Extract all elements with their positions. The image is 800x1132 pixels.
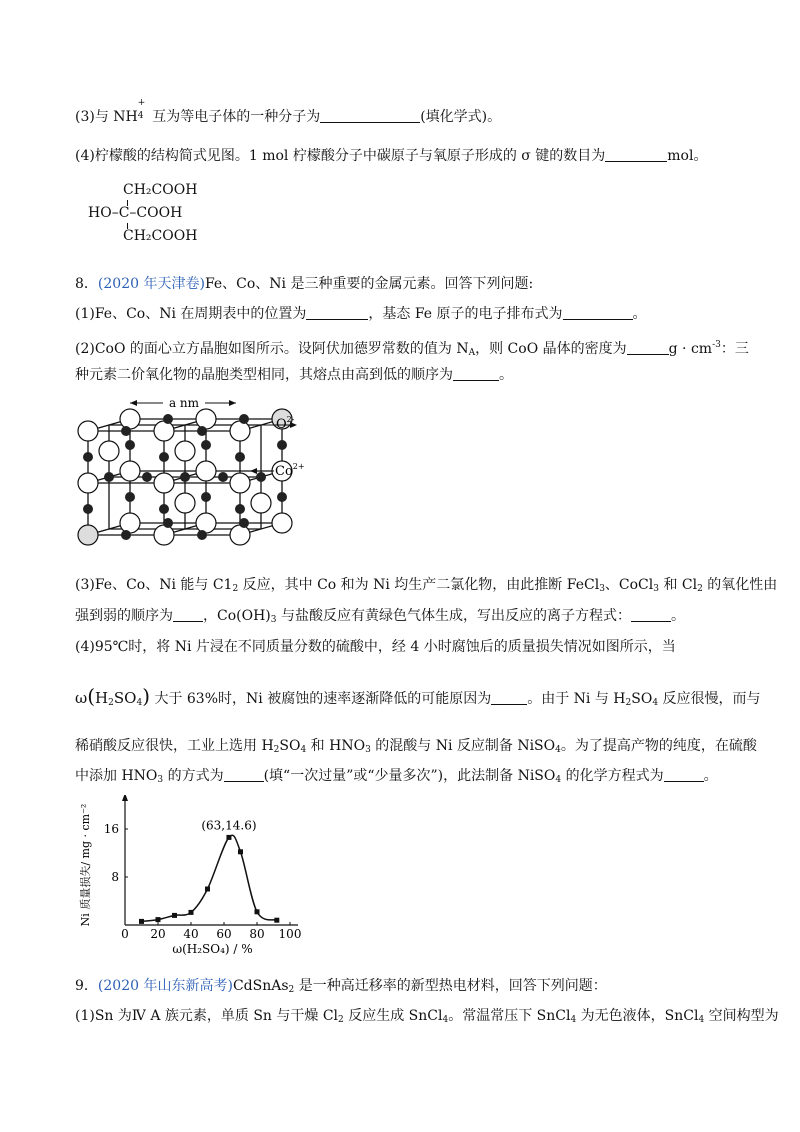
q8-part4-line3 (75, 736, 757, 760)
q8-p2e: 种元素二价氧化物的晶胞类型相同，其熔点由高到低的顺序为 (75, 367, 453, 383)
q8-intro: Fe、Co、Ni 是三种重要的金属元素。回答下列问题: (204, 276, 534, 292)
q8-p3c: 、CoCl (604, 577, 654, 593)
o-label-sup: 2- (286, 415, 295, 424)
structure-row-3: CH₂COOH (123, 228, 198, 244)
dimension-arrow-left (130, 400, 137, 406)
q8-p4m: (填“一次过量”或“少量多次”)，此法制备 NiSO (263, 768, 556, 784)
q8-p4g: SO (279, 738, 301, 754)
q8-p2-blank2[interactable] (453, 366, 499, 381)
q8-p4f-sub: 2 (273, 745, 280, 755)
q8-p4k: 中添加 HNO (75, 768, 158, 784)
q9-part1 (75, 1006, 779, 1030)
nh4-charge (137, 98, 148, 129)
q8-p4i-sub: 4 (555, 745, 561, 755)
q8-part3-line1 (75, 575, 777, 599)
q4-tail: mol。 (667, 148, 708, 164)
q8-heading (75, 274, 533, 294)
q8-p1b: ，基态 Fe 原子的电子排布式为 (368, 306, 563, 322)
y-tick-label: 8 (111, 870, 119, 884)
y-axis-label: Ni 质量损失/ mg · cm⁻² (79, 803, 92, 927)
q8-p4i: 的混酸与 Ni 反应制备 NiSO (370, 738, 556, 754)
co-ion-label (275, 462, 305, 479)
q8-p3d: 和 Cl (659, 577, 698, 593)
q8-p4f: 稀硝酸反应很快，工业上选用 H (75, 738, 274, 754)
q8-part4-line1 (75, 637, 676, 657)
o-label-text: O (276, 417, 287, 432)
q9-p1a: (1)Sn 为Ⅳ A 族元素，单质 Sn 与干燥 Cl (75, 1008, 339, 1024)
q8-p4j: 。为了提高产物的纯度，在硫酸 (560, 738, 757, 754)
q8-p4l: 的方式为 (163, 768, 224, 784)
q8-p3f: 强到弱的顺序为 (75, 608, 173, 624)
omega-so: SO (113, 689, 137, 707)
q8-p4-blank1[interactable] (491, 690, 527, 705)
dimension-arrow-right (229, 400, 236, 406)
q4-blank[interactable] (605, 147, 667, 162)
q8-p1-blank1[interactable] (306, 305, 368, 320)
data-point (156, 917, 161, 922)
x-axis-label: ω(H₂SO₄) / % (172, 942, 253, 956)
q8-p3g-sub: 3 (270, 615, 277, 625)
data-point (226, 835, 231, 840)
lattice-length-label: a nm (168, 396, 200, 410)
coo-unit-cell-diagram (70, 395, 310, 560)
omega-h2so4: $\omega(H_2SO_4)$ (75, 684, 150, 708)
data-point (189, 910, 194, 915)
q9-heading (75, 976, 607, 1000)
data-point (238, 849, 243, 854)
q8-p4-blank3[interactable] (664, 767, 704, 782)
q8-p3-blank2[interactable] (631, 607, 671, 622)
structure-ho: HO (88, 205, 112, 221)
co-pointer-arrow (250, 468, 257, 474)
q3-text-b: 互为等电子体的一种分子为 (152, 109, 321, 125)
q9-p1e: 空间构型为 (704, 1008, 779, 1024)
co-label-text: Co (275, 464, 293, 479)
structure-c: C (118, 205, 130, 221)
nh4-plus: + (137, 98, 146, 108)
q3-blank[interactable] (320, 108, 420, 123)
q8-part1 (75, 304, 647, 324)
omega-sub1: 2 (108, 698, 114, 708)
structure-cooh: COOH (136, 205, 183, 221)
citric-acid-structure (88, 182, 208, 252)
q8-part2-line2 (75, 365, 513, 385)
data-point (139, 919, 144, 924)
q8-p4b: 大于 63%时，Ni 被腐蚀的速率逐渐降低的可能原因为 (154, 691, 492, 707)
q8-p2b: ，则 CoO 晶体的密度为 (475, 341, 627, 357)
x-tick-label: 100 (278, 927, 302, 941)
q9-p1c: 。常温常压下 SnCl (448, 1008, 571, 1024)
q8-p3e: 的氧化性由 (702, 577, 778, 593)
omega-sub2: 4 (136, 698, 143, 708)
q8-p3h: 与盐酸反应有黄绿色气体生成，写出反应的离子方程式： (276, 608, 631, 624)
q8-p3i: 。 (670, 608, 685, 624)
chart-labels (78, 804, 301, 956)
q9-p1d-sub: 4 (698, 1015, 705, 1025)
q8-p3b-sub: 3 (599, 584, 605, 594)
x-tick-label: 80 (249, 927, 265, 941)
omega-symbol: ω (75, 689, 88, 707)
q9-intro-sub: 2 (288, 985, 295, 995)
q9-p1b: 反应生成 SnCl (343, 1008, 443, 1024)
q8-p4a: (4)95℃时，将 Ni 片浸在不同质量分数的硫酸中，经 4 小时腐蚀后的质量损失情况如图所示，当 (75, 639, 676, 655)
data-point (274, 918, 279, 923)
q4-text: (4)柠檬酸的结构简式见图。1 mol 柠檬酸分子中碳原子与氧原子形成的 σ 键的数目为 (75, 148, 606, 164)
q8-p1-blank2[interactable] (563, 305, 633, 320)
q8-p3-blank1[interactable] (173, 607, 203, 622)
q8-p4d: SO (631, 691, 653, 707)
q8-p4c: 。由于 Ni 与 H (527, 691, 626, 707)
q8-p3c-sub: 3 (653, 584, 659, 594)
q8-p2d: ：三 (720, 341, 749, 357)
q8-p4h-sub: 3 (365, 745, 371, 755)
nh4-sub: 4 (137, 111, 144, 121)
x-tick-label: 20 (150, 927, 166, 941)
x-tick-label: 0 (121, 927, 129, 941)
q8-p4c-sub: 2 (625, 698, 632, 708)
q8-p2c: g · cm (668, 341, 713, 357)
q9-source[interactable]: (2020 年山东新高考) (97, 978, 233, 994)
co-label-sup: 2+ (292, 462, 305, 471)
q8-p4m-sub: 4 (555, 775, 562, 785)
data-point (205, 887, 210, 892)
q3-line (75, 98, 502, 129)
q8-p4o: 。 (703, 768, 718, 784)
chart-points (139, 835, 279, 924)
q3-tail: (填化学式)。 (420, 109, 502, 125)
na-sub: A (468, 348, 476, 358)
q4-line (75, 146, 707, 166)
structure-row-2: HO–C–COOH (88, 205, 183, 221)
structure-row-1: CH₂COOH (123, 182, 198, 198)
q8-p4k-sub: 3 (157, 775, 164, 785)
q8-p2-blank1[interactable] (627, 340, 669, 355)
q8-part4-line2 (75, 686, 761, 713)
q9-p1c-sub: 4 (570, 1015, 577, 1025)
q3-text-a: (3)与 NH (75, 109, 138, 125)
q8-number: 8． (75, 276, 98, 292)
data-point (255, 909, 260, 914)
q8-p4e: 反应很慢，而与 (658, 691, 761, 707)
data-point (172, 913, 177, 918)
q9-number: 9． (75, 978, 98, 994)
q9-p1d: 为无色液体，SnCl (576, 1008, 699, 1024)
q8-p1a: (1)Fe、Co、Ni 在周期表中的位置为 (75, 306, 307, 322)
q9-p1b-sub: 4 (442, 1015, 449, 1025)
omega-h: H (95, 689, 109, 707)
q9-intro-a: CdSnAs (232, 978, 289, 994)
q8-p3d-sub: 2 (697, 584, 703, 594)
q9-p1a-sub: 2 (338, 1015, 344, 1025)
corrosion-chart (75, 795, 315, 965)
density-unit-sup: -3 (712, 340, 721, 350)
q8-p2f: 。 (499, 367, 513, 383)
y-axis-arrow (122, 795, 128, 801)
q8-part2-line1 (75, 335, 749, 363)
q8-part3-line2 (75, 606, 685, 630)
chart-axes (122, 795, 298, 925)
q8-p3g: ，Co(OH) (203, 608, 271, 624)
q8-p3a: (3)Fe、Co、Ni 能与 C1 (75, 577, 233, 593)
q8-p4d-sub: 4 (652, 698, 659, 708)
q8-p4n: 的化学方程式为 (561, 768, 664, 784)
q8-p3b: 反应，其中 Co 和为 Ni 均生产二氯化物，由此推断 FeCl (238, 577, 600, 593)
o-ion-label (276, 415, 295, 432)
q8-source[interactable]: (2020 年天津卷) (97, 276, 205, 292)
y-tick-label: 16 (103, 822, 119, 836)
q8-p1c: 。 (632, 306, 647, 322)
chart-curve (142, 835, 277, 921)
q8-p4g-sub: 4 (300, 745, 307, 755)
q9-intro-b: 是一种高迁移率的新型热电材料，回答下列问题： (294, 978, 607, 994)
peak-annotation: (63,14.6) (201, 818, 257, 833)
q8-p2a: (2)CoO 的面心立方晶胞如图所示。设阿伏加德罗常数的值为 N (75, 341, 469, 357)
q8-p4-blank2[interactable] (224, 767, 264, 782)
q8-part4-line4 (75, 766, 718, 790)
q8-p3a-sub: 2 (232, 584, 239, 594)
x-tick-label: 40 (183, 927, 199, 941)
x-tick-label: 60 (216, 927, 232, 941)
q8-p4h: 和 HNO (306, 738, 366, 754)
